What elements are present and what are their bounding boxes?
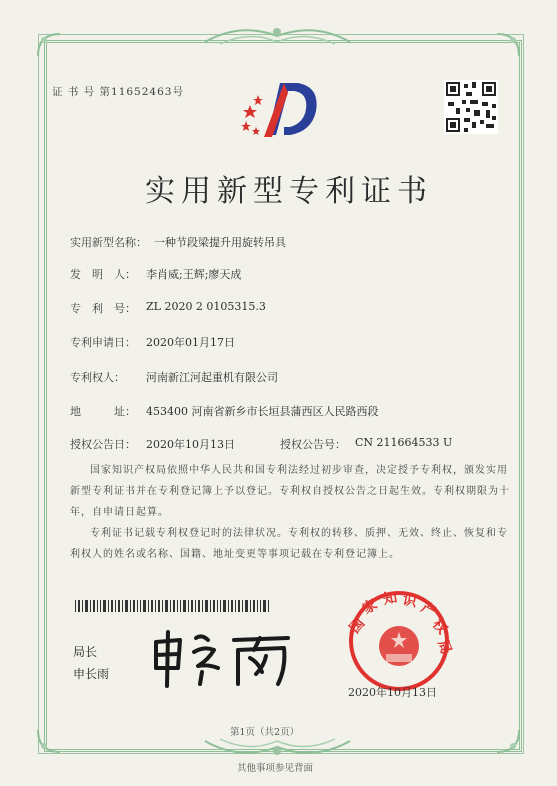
filing-date-label: 专利申请日： xyxy=(70,336,136,349)
corner-ornament-icon xyxy=(495,32,521,58)
seal-date: 2020年10月13日 xyxy=(348,686,437,699)
corner-ornament-icon xyxy=(36,32,62,58)
corner-ornament-icon xyxy=(36,728,62,754)
director-title: 局长 xyxy=(73,645,98,659)
grant-date-label: 授权公告日： xyxy=(70,438,136,451)
patent-number-value: ZL 2020 2 0105315.3 xyxy=(146,300,266,313)
grant-date-value: 2020年10月13日 xyxy=(146,438,235,451)
qr-code-icon xyxy=(444,80,498,134)
page-title: 实用新型专利证书 xyxy=(145,174,433,209)
svg-text:产: 产 xyxy=(418,599,439,621)
page-indicator: 第1页（共2页） xyxy=(230,727,300,738)
svg-text:识: 识 xyxy=(401,592,418,611)
utility-model-name-value: 一种节段梁提升用旋转吊具 xyxy=(154,236,286,249)
utility-model-name-label: 实用新型名称： xyxy=(70,236,147,249)
svg-text:家: 家 xyxy=(360,596,381,618)
svg-text:国: 国 xyxy=(346,615,369,637)
signature-image xyxy=(150,628,300,690)
certificate-number: 证 书 号 第11652463号 xyxy=(52,86,184,98)
grant-number-label: 授权公告号： xyxy=(280,438,346,451)
svg-text:局: 局 xyxy=(434,637,455,657)
filing-date-value: 2020年01月17日 xyxy=(146,336,235,349)
address-label: 地 址： xyxy=(70,405,136,418)
address-value: 453400 河南省新乡市长垣县蒲西区人民路西段 xyxy=(146,405,379,418)
patent-holder-value: 河南新江河起重机有限公司 xyxy=(146,371,278,384)
inventor-value: 李肖威;王辉;廖天成 xyxy=(146,268,242,281)
grant-statement-paragraph: 国家知识产权局依照中华人民共和国专利法经过初步审查，决定授予专利权，颁发实用新型专利证书并在专利登记簿上予以登记。专利权自授权公告之日起生效。专利权期限为十年，自申请日起算。 xyxy=(70,465,510,518)
patent-number-label: 专 利 号： xyxy=(70,302,136,315)
corner-ornament-icon xyxy=(495,728,521,754)
top-ornament-icon xyxy=(200,22,355,50)
svg-text:知: 知 xyxy=(381,589,399,608)
legal-status-paragraph: 专利证书记载专利权登记时的法律状况。专利权的转移、质押、无效、终止、恢复和专利权人的姓名或名称、国籍、地址变更等事项记载在专利登记簿上。 xyxy=(70,528,508,560)
footer-note: 其他事项参见背面 xyxy=(237,763,314,774)
official-seal-image xyxy=(332,584,466,694)
patent-holder-label: 专利权人： xyxy=(70,371,125,384)
grant-number-value: CN 211664533 U xyxy=(355,436,453,449)
barcode-icon xyxy=(75,600,270,612)
inventor-label: 发 明 人： xyxy=(70,268,136,281)
patent-office-logo-icon xyxy=(240,75,322,145)
svg-text:权: 权 xyxy=(428,616,451,638)
director-name: 申长雨 xyxy=(73,667,110,681)
